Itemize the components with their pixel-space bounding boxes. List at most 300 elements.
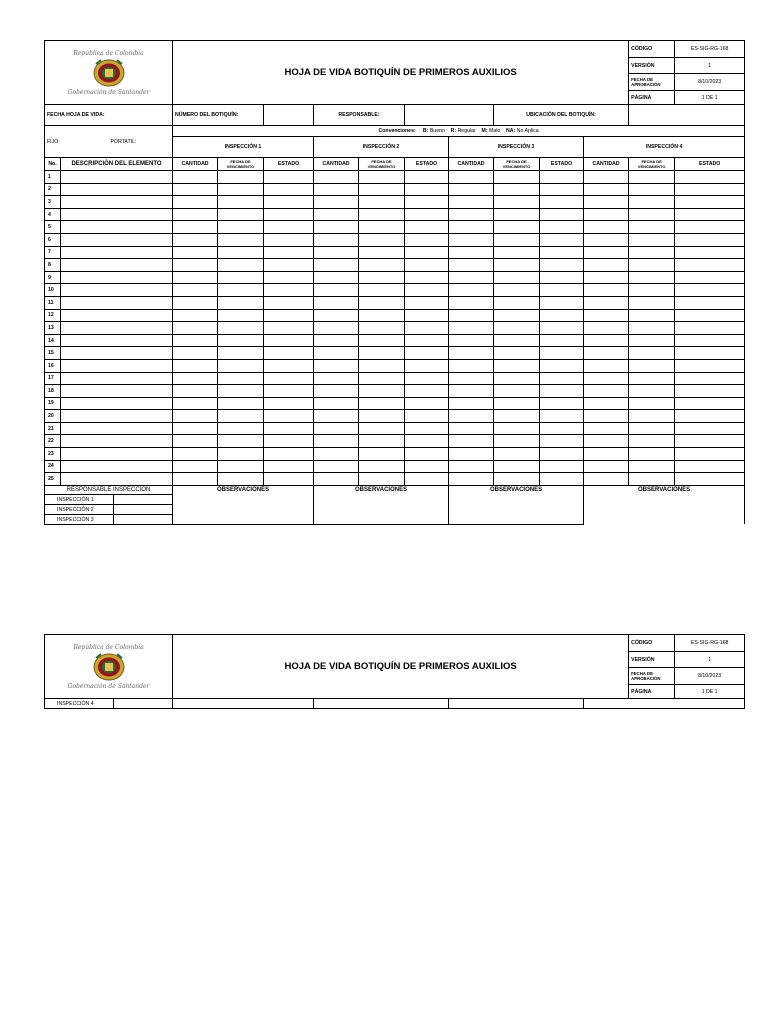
fecha-vencimiento-cell[interactable] [629, 322, 675, 335]
cantidad-cell[interactable] [314, 208, 359, 221]
cantidad-cell[interactable] [584, 284, 629, 297]
estado-cell[interactable] [675, 271, 745, 284]
cantidad-cell[interactable] [449, 359, 494, 372]
fecha-vencimiento-cell[interactable] [218, 372, 264, 385]
cantidad-cell[interactable] [449, 422, 494, 435]
cantidad-cell[interactable] [449, 410, 494, 423]
cantidad-cell[interactable] [314, 347, 359, 360]
cantidad-cell[interactable] [173, 334, 218, 347]
fecha-vencimiento-cell[interactable] [359, 296, 405, 309]
cantidad-cell[interactable] [173, 196, 218, 209]
cantidad-cell[interactable] [584, 196, 629, 209]
descripcion-cell[interactable] [61, 309, 173, 322]
estado-cell[interactable] [264, 359, 314, 372]
fecha-vencimiento-cell[interactable] [629, 372, 675, 385]
estado-cell[interactable] [540, 296, 584, 309]
cantidad-cell[interactable] [314, 410, 359, 423]
estado-cell[interactable] [675, 171, 745, 184]
fecha-vencimiento-cell[interactable] [494, 359, 540, 372]
descripcion-cell[interactable] [61, 233, 173, 246]
descripcion-cell[interactable] [61, 271, 173, 284]
cantidad-cell[interactable] [173, 460, 218, 473]
estado-cell[interactable] [264, 284, 314, 297]
estado-cell[interactable] [675, 208, 745, 221]
cantidad-cell[interactable] [449, 448, 494, 461]
descripcion-cell[interactable] [61, 208, 173, 221]
cantidad-cell[interactable] [314, 233, 359, 246]
cantidad-cell[interactable] [584, 309, 629, 322]
cantidad-cell[interactable] [314, 296, 359, 309]
descripcion-cell[interactable] [61, 435, 173, 448]
estado-cell[interactable] [540, 196, 584, 209]
fecha-vencimiento-cell[interactable] [359, 196, 405, 209]
estado-cell[interactable] [264, 271, 314, 284]
estado-cell[interactable] [675, 322, 745, 335]
fecha-vencimiento-cell[interactable] [218, 334, 264, 347]
cantidad-cell[interactable] [314, 460, 359, 473]
cantidad-cell[interactable] [314, 171, 359, 184]
descripcion-cell[interactable] [61, 347, 173, 360]
cantidad-cell[interactable] [314, 246, 359, 259]
fecha-vencimiento-cell[interactable] [629, 171, 675, 184]
estado-cell[interactable] [405, 233, 449, 246]
estado-cell[interactable] [264, 385, 314, 398]
cantidad-cell[interactable] [449, 246, 494, 259]
fecha-vencimiento-cell[interactable] [494, 322, 540, 335]
cantidad-cell[interactable] [173, 347, 218, 360]
estado-cell[interactable] [405, 171, 449, 184]
cantidad-cell[interactable] [449, 271, 494, 284]
cantidad-cell[interactable] [314, 221, 359, 234]
estado-cell[interactable] [405, 372, 449, 385]
estado-cell[interactable] [540, 284, 584, 297]
cantidad-cell[interactable] [449, 259, 494, 272]
cantidad-cell[interactable] [173, 284, 218, 297]
estado-cell[interactable] [405, 359, 449, 372]
estado-cell[interactable] [405, 322, 449, 335]
fecha-vencimiento-cell[interactable] [218, 208, 264, 221]
fecha-vencimiento-cell[interactable] [218, 473, 264, 486]
fecha-vencimiento-cell[interactable] [359, 322, 405, 335]
fecha-vencimiento-cell[interactable] [494, 271, 540, 284]
estado-cell[interactable] [675, 347, 745, 360]
estado-cell[interactable] [405, 410, 449, 423]
estado-cell[interactable] [264, 196, 314, 209]
estado-cell[interactable] [675, 397, 745, 410]
cantidad-cell[interactable] [449, 208, 494, 221]
estado-cell[interactable] [540, 208, 584, 221]
responsable-field[interactable] [405, 105, 494, 126]
estado-cell[interactable] [264, 233, 314, 246]
cantidad-cell[interactable] [314, 359, 359, 372]
estado-cell[interactable] [675, 246, 745, 259]
fecha-vencimiento-cell[interactable] [629, 196, 675, 209]
estado-cell[interactable] [675, 385, 745, 398]
fecha-vencimiento-cell[interactable] [359, 359, 405, 372]
estado-cell[interactable] [405, 347, 449, 360]
fecha-vencimiento-cell[interactable] [359, 410, 405, 423]
estado-cell[interactable] [675, 259, 745, 272]
fecha-vencimiento-cell[interactable] [218, 171, 264, 184]
estado-cell[interactable] [405, 271, 449, 284]
fecha-vencimiento-cell[interactable] [359, 208, 405, 221]
fecha-vencimiento-cell[interactable] [359, 347, 405, 360]
fecha-vencimiento-cell[interactable] [359, 422, 405, 435]
fecha-vencimiento-cell[interactable] [359, 448, 405, 461]
estado-cell[interactable] [540, 422, 584, 435]
estado-cell[interactable] [264, 347, 314, 360]
fecha-vencimiento-cell[interactable] [494, 448, 540, 461]
estado-cell[interactable] [540, 259, 584, 272]
fecha-vencimiento-cell[interactable] [359, 259, 405, 272]
fecha-vencimiento-cell[interactable] [494, 385, 540, 398]
descripcion-cell[interactable] [61, 196, 173, 209]
estado-cell[interactable] [540, 183, 584, 196]
fecha-vencimiento-cell[interactable] [359, 473, 405, 486]
fecha-vencimiento-cell[interactable] [629, 359, 675, 372]
cantidad-cell[interactable] [173, 271, 218, 284]
estado-cell[interactable] [264, 334, 314, 347]
fecha-vencimiento-cell[interactable] [494, 372, 540, 385]
estado-cell[interactable] [405, 460, 449, 473]
fecha-vencimiento-cell[interactable] [494, 410, 540, 423]
estado-cell[interactable] [264, 410, 314, 423]
fecha-vencimiento-cell[interactable] [359, 460, 405, 473]
observaciones-4-cont[interactable] [584, 699, 745, 709]
fecha-vencimiento-cell[interactable] [629, 422, 675, 435]
fecha-vencimiento-cell[interactable] [218, 435, 264, 448]
descripcion-cell[interactable] [61, 460, 173, 473]
cantidad-cell[interactable] [449, 233, 494, 246]
estado-cell[interactable] [405, 221, 449, 234]
estado-cell[interactable] [675, 221, 745, 234]
cantidad-cell[interactable] [173, 397, 218, 410]
fecha-vencimiento-cell[interactable] [359, 284, 405, 297]
estado-cell[interactable] [675, 296, 745, 309]
fecha-vencimiento-cell[interactable] [359, 171, 405, 184]
estado-cell[interactable] [405, 334, 449, 347]
fecha-vencimiento-cell[interactable] [629, 271, 675, 284]
estado-cell[interactable] [405, 246, 449, 259]
fecha-vencimiento-cell[interactable] [359, 309, 405, 322]
fecha-vencimiento-cell[interactable] [494, 284, 540, 297]
fecha-vencimiento-cell[interactable] [218, 359, 264, 372]
estado-cell[interactable] [264, 296, 314, 309]
estado-cell[interactable] [264, 448, 314, 461]
fecha-vencimiento-cell[interactable] [359, 271, 405, 284]
estado-cell[interactable] [540, 347, 584, 360]
estado-cell[interactable] [405, 259, 449, 272]
observaciones-3-cont[interactable] [449, 699, 584, 709]
estado-cell[interactable] [264, 208, 314, 221]
cantidad-cell[interactable] [314, 448, 359, 461]
cantidad-cell[interactable] [173, 309, 218, 322]
estado-cell[interactable] [675, 473, 745, 486]
fecha-vencimiento-cell[interactable] [359, 397, 405, 410]
estado-cell[interactable] [540, 410, 584, 423]
cantidad-cell[interactable] [314, 334, 359, 347]
estado-cell[interactable] [675, 410, 745, 423]
estado-cell[interactable] [540, 233, 584, 246]
observaciones-1-field[interactable] [173, 494, 314, 524]
cantidad-cell[interactable] [584, 271, 629, 284]
cantidad-cell[interactable] [314, 284, 359, 297]
cantidad-cell[interactable] [584, 171, 629, 184]
estado-cell[interactable] [264, 435, 314, 448]
fecha-vencimiento-cell[interactable] [494, 473, 540, 486]
cantidad-cell[interactable] [449, 309, 494, 322]
estado-cell[interactable] [675, 372, 745, 385]
observaciones-4-field[interactable] [584, 494, 745, 524]
observaciones-3-field[interactable] [449, 494, 584, 524]
fecha-vencimiento-cell[interactable] [218, 460, 264, 473]
cantidad-cell[interactable] [584, 183, 629, 196]
descripcion-cell[interactable] [61, 410, 173, 423]
fecha-vencimiento-cell[interactable] [359, 372, 405, 385]
observaciones-2-field[interactable] [314, 494, 449, 524]
estado-cell[interactable] [540, 448, 584, 461]
cantidad-cell[interactable] [314, 422, 359, 435]
estado-cell[interactable] [264, 397, 314, 410]
cantidad-cell[interactable] [173, 171, 218, 184]
descripcion-cell[interactable] [61, 259, 173, 272]
fecha-vencimiento-cell[interactable] [629, 410, 675, 423]
fecha-vencimiento-cell[interactable] [359, 246, 405, 259]
estado-cell[interactable] [264, 221, 314, 234]
cantidad-cell[interactable] [584, 397, 629, 410]
fecha-vencimiento-cell[interactable] [629, 397, 675, 410]
fecha-vencimiento-cell[interactable] [218, 448, 264, 461]
cantidad-cell[interactable] [173, 372, 218, 385]
estado-cell[interactable] [264, 183, 314, 196]
fecha-vencimiento-cell[interactable] [218, 309, 264, 322]
fecha-vencimiento-cell[interactable] [629, 347, 675, 360]
fecha-vencimiento-cell[interactable] [218, 296, 264, 309]
cantidad-cell[interactable] [449, 322, 494, 335]
cantidad-cell[interactable] [584, 221, 629, 234]
estado-cell[interactable] [540, 334, 584, 347]
estado-cell[interactable] [405, 422, 449, 435]
estado-cell[interactable] [675, 460, 745, 473]
fecha-vencimiento-cell[interactable] [629, 259, 675, 272]
fecha-vencimiento-cell[interactable] [629, 233, 675, 246]
fecha-vencimiento-cell[interactable] [218, 385, 264, 398]
numero-botiquin-field[interactable] [264, 105, 314, 126]
estado-cell[interactable] [405, 284, 449, 297]
cantidad-cell[interactable] [449, 473, 494, 486]
fecha-vencimiento-cell[interactable] [629, 435, 675, 448]
fecha-vencimiento-cell[interactable] [629, 448, 675, 461]
estado-cell[interactable] [540, 221, 584, 234]
cantidad-cell[interactable] [584, 322, 629, 335]
descripcion-cell[interactable] [61, 284, 173, 297]
estado-cell[interactable] [675, 422, 745, 435]
fecha-vencimiento-cell[interactable] [359, 183, 405, 196]
estado-cell[interactable] [405, 183, 449, 196]
fecha-vencimiento-cell[interactable] [359, 385, 405, 398]
fecha-vencimiento-cell[interactable] [494, 221, 540, 234]
cantidad-cell[interactable] [584, 473, 629, 486]
cantidad-cell[interactable] [584, 372, 629, 385]
fecha-vencimiento-cell[interactable] [218, 183, 264, 196]
fecha-vencimiento-cell[interactable] [359, 233, 405, 246]
estado-cell[interactable] [405, 448, 449, 461]
cantidad-cell[interactable] [314, 196, 359, 209]
estado-cell[interactable] [540, 359, 584, 372]
descripcion-cell[interactable] [61, 359, 173, 372]
fecha-vencimiento-cell[interactable] [494, 460, 540, 473]
fecha-vencimiento-cell[interactable] [494, 259, 540, 272]
fecha-vencimiento-cell[interactable] [629, 246, 675, 259]
fecha-vencimiento-cell[interactable] [494, 334, 540, 347]
cantidad-cell[interactable] [314, 259, 359, 272]
estado-cell[interactable] [264, 246, 314, 259]
fecha-vencimiento-cell[interactable] [218, 322, 264, 335]
observaciones-1-cont[interactable] [173, 699, 314, 709]
fecha-vencimiento-cell[interactable] [494, 397, 540, 410]
cantidad-cell[interactable] [449, 196, 494, 209]
estado-cell[interactable] [540, 397, 584, 410]
fecha-vencimiento-cell[interactable] [494, 296, 540, 309]
fecha-vencimiento-cell[interactable] [218, 271, 264, 284]
fecha-vencimiento-cell[interactable] [629, 183, 675, 196]
estado-cell[interactable] [675, 183, 745, 196]
estado-cell[interactable] [264, 460, 314, 473]
cantidad-cell[interactable] [314, 271, 359, 284]
fecha-vencimiento-cell[interactable] [494, 233, 540, 246]
cantidad-cell[interactable] [173, 246, 218, 259]
estado-cell[interactable] [675, 359, 745, 372]
fecha-vencimiento-cell[interactable] [494, 183, 540, 196]
cantidad-cell[interactable] [173, 448, 218, 461]
fecha-vencimiento-cell[interactable] [218, 221, 264, 234]
fecha-vencimiento-cell[interactable] [629, 284, 675, 297]
fecha-vencimiento-cell[interactable] [494, 196, 540, 209]
cantidad-cell[interactable] [449, 221, 494, 234]
descripcion-cell[interactable] [61, 221, 173, 234]
fecha-vencimiento-cell[interactable] [218, 196, 264, 209]
estado-cell[interactable] [405, 196, 449, 209]
estado-cell[interactable] [264, 473, 314, 486]
cantidad-cell[interactable] [584, 246, 629, 259]
cantidad-cell[interactable] [584, 435, 629, 448]
fecha-vencimiento-cell[interactable] [218, 410, 264, 423]
estado-cell[interactable] [675, 233, 745, 246]
descripcion-cell[interactable] [61, 397, 173, 410]
descripcion-cell[interactable] [61, 171, 173, 184]
cantidad-cell[interactable] [314, 372, 359, 385]
descripcion-cell[interactable] [61, 422, 173, 435]
cantidad-cell[interactable] [449, 334, 494, 347]
cantidad-cell[interactable] [173, 422, 218, 435]
estado-cell[interactable] [540, 473, 584, 486]
fecha-vencimiento-cell[interactable] [218, 284, 264, 297]
fecha-vencimiento-cell[interactable] [218, 397, 264, 410]
descripcion-cell[interactable] [61, 322, 173, 335]
fecha-vencimiento-cell[interactable] [218, 347, 264, 360]
cantidad-cell[interactable] [449, 372, 494, 385]
cantidad-cell[interactable] [449, 296, 494, 309]
cantidad-cell[interactable] [449, 347, 494, 360]
cantidad-cell[interactable] [173, 385, 218, 398]
estado-cell[interactable] [405, 397, 449, 410]
cantidad-cell[interactable] [584, 422, 629, 435]
fecha-vencimiento-cell[interactable] [494, 246, 540, 259]
estado-cell[interactable] [675, 435, 745, 448]
estado-cell[interactable] [675, 309, 745, 322]
estado-cell[interactable] [540, 271, 584, 284]
cantidad-cell[interactable] [584, 385, 629, 398]
cantidad-cell[interactable] [173, 359, 218, 372]
estado-cell[interactable] [675, 196, 745, 209]
estado-cell[interactable] [540, 385, 584, 398]
cantidad-cell[interactable] [584, 460, 629, 473]
descripcion-cell[interactable] [61, 385, 173, 398]
cantidad-cell[interactable] [449, 460, 494, 473]
descripcion-cell[interactable] [61, 183, 173, 196]
fecha-vencimiento-cell[interactable] [629, 309, 675, 322]
estado-cell[interactable] [540, 322, 584, 335]
cantidad-cell[interactable] [173, 221, 218, 234]
cantidad-cell[interactable] [449, 435, 494, 448]
fecha-vencimiento-cell[interactable] [494, 309, 540, 322]
estado-cell[interactable] [264, 309, 314, 322]
estado-cell[interactable] [405, 473, 449, 486]
cantidad-cell[interactable] [584, 410, 629, 423]
fecha-vencimiento-cell[interactable] [359, 221, 405, 234]
fecha-vencimiento-cell[interactable] [218, 259, 264, 272]
cantidad-cell[interactable] [449, 397, 494, 410]
estado-cell[interactable] [675, 334, 745, 347]
cantidad-cell[interactable] [173, 435, 218, 448]
estado-cell[interactable] [405, 385, 449, 398]
cantidad-cell[interactable] [173, 259, 218, 272]
estado-cell[interactable] [264, 259, 314, 272]
descripcion-cell[interactable] [61, 473, 173, 486]
cantidad-cell[interactable] [584, 359, 629, 372]
fecha-vencimiento-cell[interactable] [629, 221, 675, 234]
cantidad-cell[interactable] [584, 334, 629, 347]
estado-cell[interactable] [540, 460, 584, 473]
fecha-vencimiento-cell[interactable] [494, 208, 540, 221]
fecha-vencimiento-cell[interactable] [629, 385, 675, 398]
cantidad-cell[interactable] [449, 171, 494, 184]
estado-cell[interactable] [264, 171, 314, 184]
cantidad-cell[interactable] [173, 233, 218, 246]
fecha-vencimiento-cell[interactable] [359, 435, 405, 448]
cantidad-cell[interactable] [173, 322, 218, 335]
fecha-vencimiento-cell[interactable] [494, 435, 540, 448]
cantidad-cell[interactable] [173, 208, 218, 221]
fecha-vencimiento-cell[interactable] [218, 422, 264, 435]
fecha-vencimiento-cell[interactable] [359, 334, 405, 347]
cantidad-cell[interactable] [449, 284, 494, 297]
descripcion-cell[interactable] [61, 372, 173, 385]
cantidad-cell[interactable] [584, 296, 629, 309]
descripcion-cell[interactable] [61, 296, 173, 309]
estado-cell[interactable] [405, 208, 449, 221]
estado-cell[interactable] [264, 322, 314, 335]
cantidad-cell[interactable] [314, 309, 359, 322]
estado-cell[interactable] [540, 171, 584, 184]
cantidad-cell[interactable] [314, 183, 359, 196]
cantidad-cell[interactable] [173, 183, 218, 196]
cantidad-cell[interactable] [584, 208, 629, 221]
cantidad-cell[interactable] [449, 183, 494, 196]
estado-cell[interactable] [675, 448, 745, 461]
estado-cell[interactable] [540, 372, 584, 385]
fecha-vencimiento-cell[interactable] [494, 171, 540, 184]
